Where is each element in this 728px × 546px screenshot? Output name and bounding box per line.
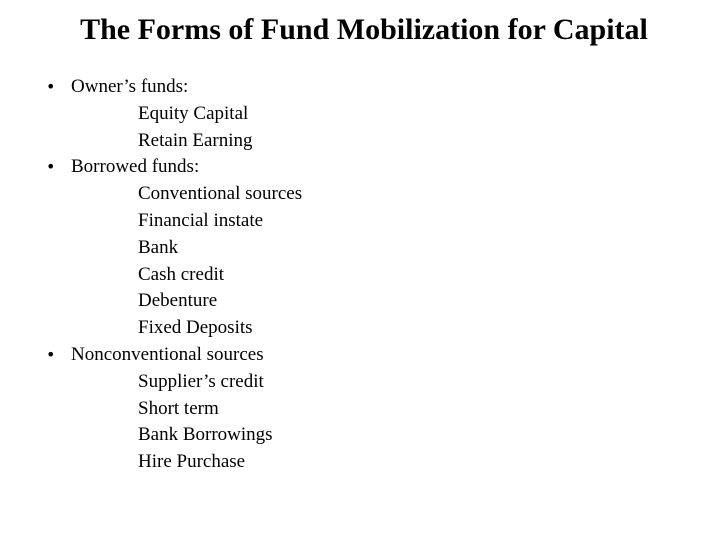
bullet-dot-icon: • — [46, 344, 56, 364]
sub-item: Retain Earning — [138, 129, 253, 151]
slide-title: The Forms of Fund Mobilization for Capital — [80, 13, 648, 46]
bullet-heading: Borrowed funds: — [71, 156, 200, 178]
bullet-heading: Owner’s funds: — [71, 76, 189, 97]
sub-item: Short term — [138, 397, 219, 419]
sub-list-owners-funds — [71, 101, 706, 155]
bullet-heading: Nonconventional sources — [71, 343, 264, 365]
sub-list-borrowed-funds — [71, 181, 706, 342]
sub-item: Supplier’s credit — [138, 370, 264, 392]
bullet-dot-icon: • — [46, 157, 56, 177]
bullet-list — [46, 74, 706, 476]
sub-item: Bank — [138, 236, 179, 258]
sub-list-nonconventional-sources — [71, 369, 706, 476]
sub-item: Hire Purchase — [138, 451, 246, 473]
bullet-dot-icon: • — [46, 77, 56, 96]
bullet-owners-funds — [46, 74, 706, 154]
sub-item: Equity Capital — [138, 102, 249, 124]
sub-item: Conventional sources — [138, 183, 303, 205]
sub-item: Cash credit — [138, 263, 225, 285]
sub-item: Debenture — [138, 290, 218, 312]
sub-item: Financial instate — [138, 209, 264, 231]
bullet-borrowed-funds — [46, 154, 706, 342]
sub-item: Bank Borrowings — [138, 424, 273, 446]
sub-item: Fixed Deposits — [138, 317, 253, 339]
bullet-nonconventional-sources — [46, 342, 706, 476]
